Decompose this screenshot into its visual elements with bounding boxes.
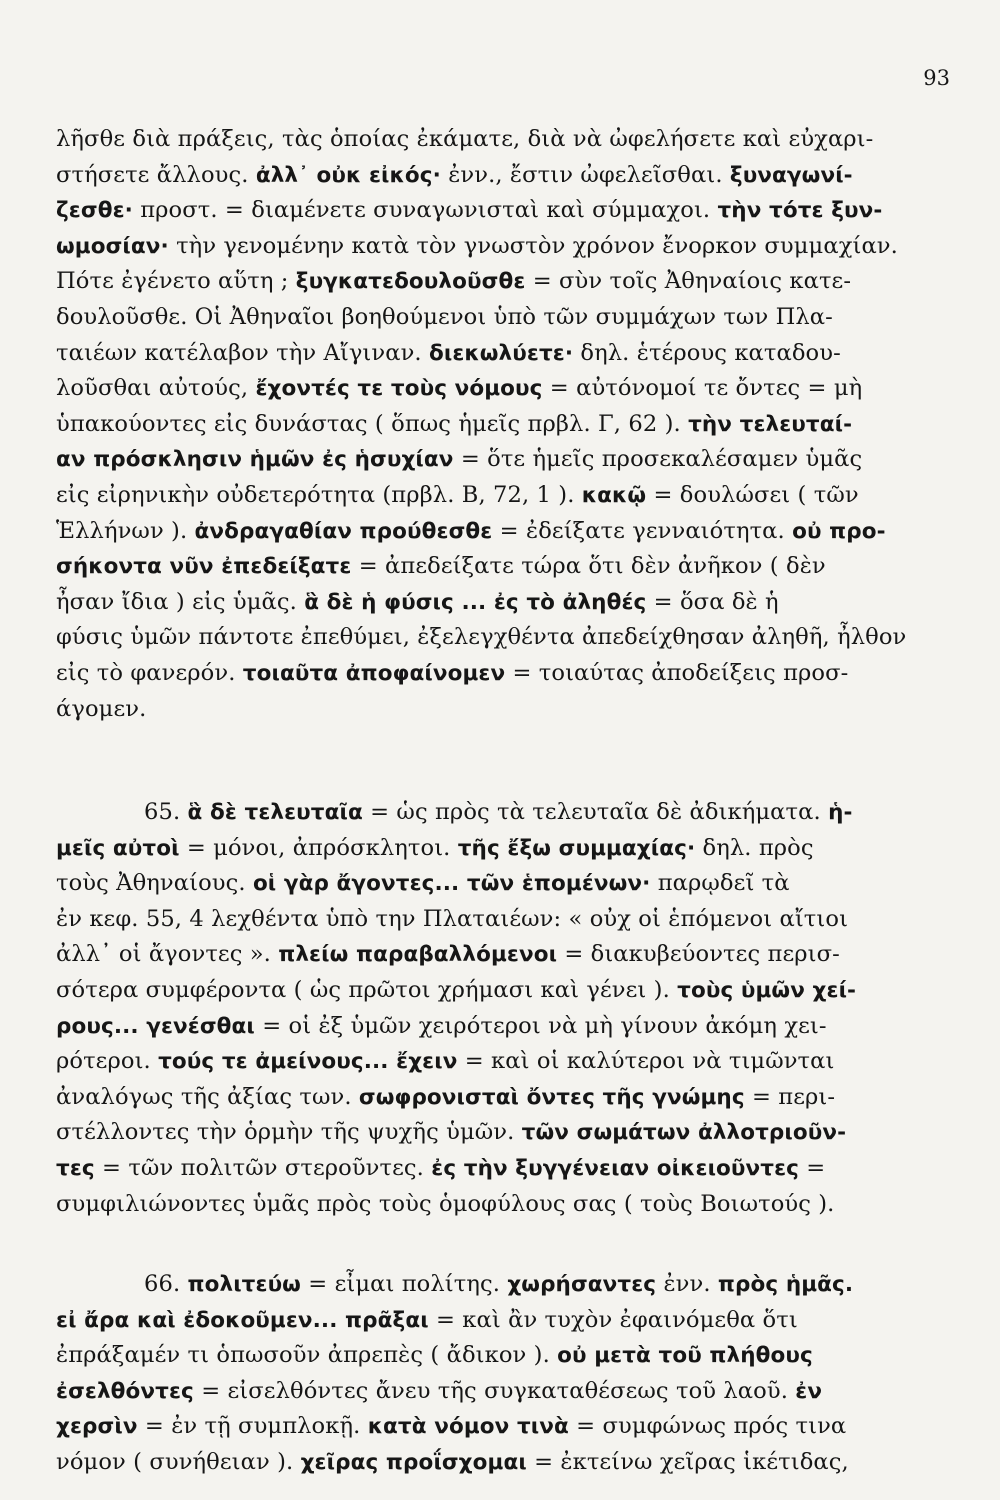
paragraph-66 [56,1267,962,1481]
text-line [56,937,962,973]
text-line [56,407,962,443]
lemma-term: τὴν τελευταί- [688,411,853,437]
text-line [56,478,962,514]
gloss-text: = μόνοι, ἀπρόσκλητοι. [179,834,458,861]
text-line [56,264,962,300]
text-line [56,1338,962,1374]
gloss-text: = ὅτε ἡμεῖς προσεκαλέσαμεν ὑμᾶς [453,446,863,473]
text-line [56,1115,962,1151]
lemma-term: σήκοντα νῦν ἐπεδείξατε [56,554,352,580]
gloss-text: ἐν κεφ. 55, 4 λεχθέντα ὑπὸ την Πλαταιέων: « οὐχ οἱ ἑπόμενοι αἴτιοι [56,905,849,932]
text-line [56,122,962,158]
gloss-text: δηλ. πρὸς [695,834,814,861]
lemma-term: οὐ προ- [792,518,886,544]
gloss-text: σότερα συμφέροντα ( ὡς πρῶτοι χρήμασι καὶ γένει ). [56,976,678,1003]
gloss-text: = ἀπεδείξατε τώρα ὅτι δὲν ἀνῆκον ( δὲν [351,553,826,580]
text-line [56,1187,962,1223]
gloss-text: συμφιλιώνοντες ὑμᾶς πρὸς τοὺς ὁμοφύλους σας ( τοὺς Βοιωτούς ). [56,1190,835,1217]
gloss-text: άγομεν. [56,695,147,722]
gloss-text: στέλλοντες τὴν ὁρμὴν τῆς ψυχῆς ὑμῶν. [56,1119,522,1146]
text-line [56,866,962,902]
text-line [56,1374,962,1410]
text-line [56,656,962,692]
gloss-text: = εἶμαι πολίτης. [300,1271,508,1297]
gloss-text: δουλοῦσθε. Οἱ Ἀθηναῖοι βοηθούμενοι ὑπὸ τῶν συμμάχων των Πλα- [56,303,833,330]
text-line [56,620,962,656]
text-line [56,336,962,372]
gloss-text: = καὶ ἂν τυχὸν ἐφαινόμεθα ὅτι [428,1306,798,1333]
lemma-term: χεῖρας προΐσχομαι [300,1449,527,1475]
lemma-term: πλείω παραβαλλόμενοι [278,942,558,968]
lemma-term: τὴν τότε ξυν- [717,198,883,224]
lemma-term: μεῖς αὐτοὶ [56,835,180,861]
lemma-term: κατὰ νόμον τινὰ [367,1414,569,1440]
paragraph-65 [56,795,962,1222]
text-line [56,973,962,1009]
lemma-term: κακῷ [581,482,647,508]
gloss-text: παρῳδεῖ τὰ [650,870,790,897]
gloss-text: δηλ. ἑτέρους καταδου- [573,339,841,366]
lemma-term: χωρήσαντες [507,1272,657,1297]
gloss-text: ταιέων κατέλαβον τὴν Αἴγιναν. [56,339,429,366]
lemma-term: ξυγκατεδουλοῦσθε [295,269,526,295]
lemma-term: ἐσελθόντες [56,1378,194,1404]
gloss-text: ὑπακούοντες εἰς δυνάστας ( ὅπως ἡμεῖς πρβλ. Γ, 62 ). [56,410,689,437]
gloss-text: Ἑλλήνων ). [56,517,195,544]
gloss-text: = ὡς πρὸς τὰ τελευταῖα δὲ ἀδικήματα. [362,799,829,825]
gloss-text: = σὺν τοῖς Ἀθηναίοις κατε- [525,268,852,295]
lemma-term: ἡ- [828,800,853,825]
text-line [56,193,962,229]
page-number: 93 [923,66,950,90]
gloss-text: = τῶν πολιτῶν στεροῦντες. [94,1154,432,1181]
gloss-text: ἐνν. [656,1271,718,1297]
lemma-term: αν πρόσκλησιν ἡμῶν ἐς ἡσυχίαν [56,447,454,473]
gloss-text: ἀναλόγως τῆς ἀξίας των. [56,1083,359,1110]
lemma-term: τες [56,1155,95,1181]
lemma-term: τῶν σωμάτων ἀλλοτριοῦν- [521,1120,847,1146]
gloss-text: ἐνν., ἔστιν ὠφελεῖσθαι. [440,161,730,188]
gloss-text: στήσετε ἄλλους. [56,161,256,188]
lemma-term: τῆς ἔξω συμμαχίας· [457,835,696,861]
lemma-term: ξυναγωνί- [729,162,853,188]
gloss-text: 65. [144,799,188,825]
lemma-term: διεκωλύετε· [428,340,574,366]
gloss-text: = δουλώσει ( τῶν [646,481,859,508]
text-line [56,585,962,621]
paragraph-1 [56,122,962,727]
gloss-text: ρότεροι. [56,1048,159,1075]
text-line [56,1445,962,1481]
text-line [56,1151,962,1187]
text-line [56,692,962,728]
gloss-text: = ἐδείξατε γενναιότητα. [492,517,793,544]
lemma-term: πολιτεύω [187,1272,301,1297]
text-line [56,371,962,407]
lemma-term: πρὸς ἡμᾶς. [717,1272,854,1297]
lemma-term: σωφρονισταὶ ὄντες τῆς γνώμης [358,1084,745,1110]
gloss-text: ἀλλ᾽ οἱ ἄγοντες ». [56,941,279,968]
gloss-text: ἐπράξαμέν τι ὁπωσοῦν ἀπρεπὲς ( ἄδικον ). [56,1342,558,1369]
lemma-term: οἱ γὰρ ἄγοντες... τῶν ἑπομένων· [252,871,651,897]
gloss-text: = ὅσα δὲ ἡ [646,588,779,615]
gloss-text: φύσις ὑμῶν πάντοτε ἐπεθύμει, ἐξελεγχθέντα ἀπεδείχθησαν ἀληθῆ, ἦλθον [56,624,907,651]
gloss-text: Πότε ἐγένετο αὕτη ; [56,268,296,295]
text-line [56,514,962,550]
lemma-term: χερσὶν [56,1414,138,1440]
lemma-term: τοιαῦτα ἀποφαίνομεν [242,660,506,686]
text-line [56,442,962,478]
lemma-term: ἐς τὴν ξυγγένειαν οἰκειοῦντες [431,1155,800,1181]
text-line [56,795,962,831]
lemma-term: εἰ ἄρα καὶ ἐδοκοῦμεν... πρᾶξαι [56,1307,429,1333]
text-line [56,549,962,585]
text-line [56,1409,962,1445]
gloss-text: νόμον ( συνήθειαν ). [56,1448,301,1475]
gloss-text: = ἐν τῇ συμπλοκῇ. [137,1413,368,1440]
gloss-text: ἦσαν ἴδια ) εἰς ὑμᾶς. [56,588,305,615]
gloss-text: = καὶ οἱ καλύτεροι νὰ τιμῶνται [457,1048,835,1075]
gloss-text: = ἐκτείνω χεῖρας ἱκέτιδας, [526,1448,849,1475]
text-line [56,831,962,867]
text-line [56,1044,962,1080]
text-line [56,1009,962,1045]
gloss-text: = διακυβεύοντες περισ- [557,941,840,968]
text-line [56,158,962,194]
gloss-text: εἰς εἰρηνικὴν οὐδετερότητα (πρβλ. Β, 72, 1 ). [56,481,582,508]
gloss-text: = αὐτόνομοί τε ὄντες = μὴ [542,375,863,402]
lemma-term: ἀλλ᾽ οὐκ εἰκός· [255,162,441,188]
lemma-term: ρους... γενέσθαι [56,1013,255,1039]
lemma-term: τοὺς ὑμῶν χεί- [677,977,857,1003]
lemma-term: ἀνδραγαθίαν προύθεσθε [194,518,493,544]
gloss-text: τοὺς Ἀθηναίους. [56,870,253,897]
lemma-term: οὐ μετὰ τοῦ πλήθους [557,1343,813,1369]
lemma-term: ἐν [795,1378,823,1404]
gloss-text: λῆσθε διὰ πράξεις, τὰς ὁποίας ἐκάματε, διὰ νὰ ὠφελήσετε καὶ εὐχαρι- [56,126,874,152]
lemma-term: ἃ δὲ τελευταῖα [187,800,363,825]
text-line [56,229,962,265]
lemma-term: ἔχοντές τε τοὺς νόμους [255,376,543,402]
text-line [56,300,962,336]
gloss-text: 66. [144,1271,188,1297]
lemma-term: ἃ δὲ ἡ φύσις ... ἐς τὸ ἀληθές [304,589,647,615]
gloss-text: = τοιαύτας ἀποδείξεις προσ- [505,659,849,686]
gloss-text: = εἰσελθόντες ἄνευ τῆς συγκαταθέσεως τοῦ λαοῦ. [193,1377,796,1404]
gloss-text: = περι- [744,1083,836,1110]
gloss-text: προστ. = διαμένετε συναγωνισταὶ καὶ σύμμαχοι. [132,197,718,224]
gloss-text: εἰς τὸ φανερόν. [56,659,243,686]
lemma-term: ζεσθε· [56,198,133,224]
gloss-text: τὴν γενομένην κατὰ τὸν γνωστὸν χρόνον ἔνορκον συμμαχίαν. [168,232,898,259]
text-line [56,1080,962,1116]
gloss-text: = οἱ ἐξ ὑμῶν χειρότεροι νὰ μὴ γίνουν ἀκόμη χει- [254,1012,827,1039]
text-line [56,1303,962,1339]
text-line [56,902,962,938]
text-line [56,1267,962,1303]
gloss-text: λοῦσθαι αὐτούς, [56,375,256,402]
gloss-text: = συμφώνως πρός τινα [568,1413,847,1440]
lemma-term: ωμοσίαν· [56,233,169,259]
gloss-text: = [799,1154,826,1181]
lemma-term: τούς τε ἀμείνους... ἔχειν [158,1049,458,1075]
